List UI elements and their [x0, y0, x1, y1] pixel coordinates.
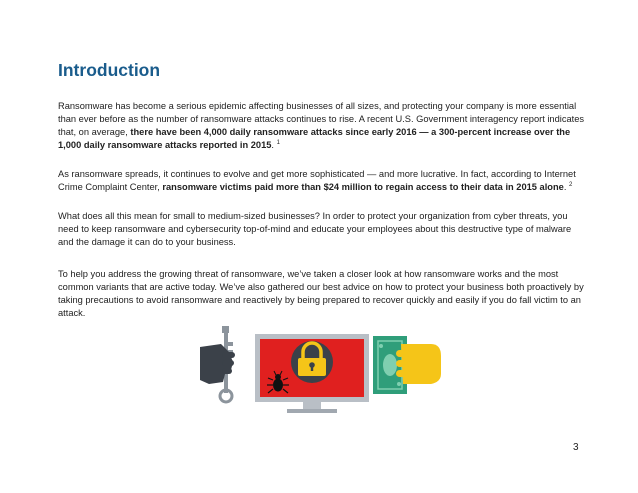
ransomware-illustration [195, 322, 445, 417]
bold-statistic: there have been 4,000 daily ransomware attacks since early 2016 — a 300-percent increase over the 1,000 daily ransomware attacks reported in 2015 [58, 127, 571, 151]
hand-with-money-icon [373, 336, 441, 394]
monitor-with-padlock-icon [255, 334, 369, 413]
page-number: 3 [573, 442, 579, 453]
paragraph-text: As ransomware spreads, it continues to evolve and get more sophisticated — and more lucrative. In fact, according to Internet Crime Complaint Center, [58, 169, 576, 193]
bold-statistic: ransomware victims paid more than $24 million to regain access to their data in 2015 alone [162, 182, 564, 193]
intro-paragraph-2 [58, 168, 586, 194]
footnote-marker: 1 [276, 140, 280, 147]
intro-paragraph-1 [58, 100, 586, 152]
hand-with-key-icon [200, 326, 235, 402]
paragraph-text: . [563, 182, 567, 193]
illustration-graphic [195, 322, 445, 417]
intro-paragraph-4: To help you address the growing threat of ransomware, we’ve taken a closer look at how ransomware works and the most common variants that are active today. We’ve also gathered our best advice on how to protect your business both proactively by taking precautions to avoid ransomware and reactively by being prepared to recover quickly and easily if you do fall victim to an attack. [58, 269, 584, 319]
paragraph-text: . [271, 140, 275, 151]
footnote-marker: 2 [569, 182, 573, 189]
intro-paragraph-3: What does all this mean for small to medium-sized businesses? In order to protect your organization from cyber threats, you need to keep ransomware and cybersecurity top-of-mind and educate your employees about this destructive type of malware and the damage it can do to your business. [58, 211, 572, 248]
page-title: Introduction [58, 60, 161, 80]
paragraph-text: Ransomware has become a serious epidemic affecting businesses of all sizes, and protecting your company is more essential than ever before as the number of ransomware attacks continues to rise. A recent U.S. Government interagency report indicates that, on average, [58, 101, 585, 138]
